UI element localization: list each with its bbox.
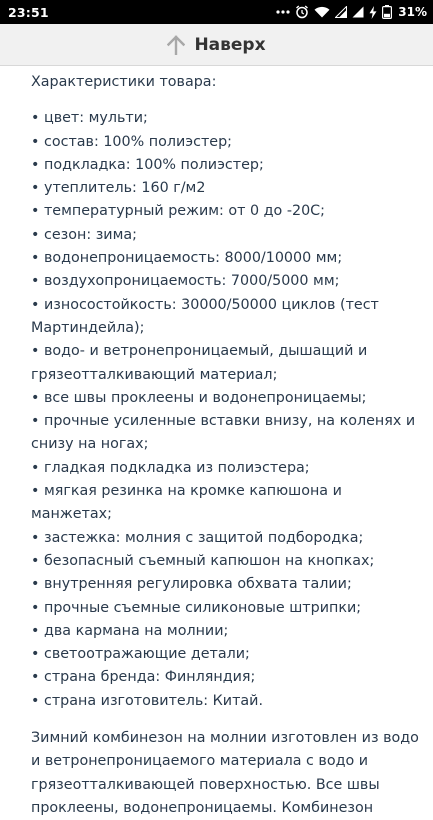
- list-item: • цвет: мульти;: [31, 110, 148, 127]
- arrow-up-icon: [167, 35, 185, 55]
- charging-bolt-icon: [369, 6, 377, 19]
- list-item: • водонепроницаемость: 8000/10000 мм;: [31, 250, 343, 267]
- list-item: • подкладка: 100% полиэстер;: [31, 156, 264, 173]
- battery-icon: [382, 5, 392, 19]
- list-item: • утеплитель: 160 г/м2: [31, 180, 206, 197]
- list-item: • прочные съемные силиконовые штрипки;: [31, 599, 362, 616]
- specs-heading: Характеристики товара:: [31, 74, 217, 90]
- status-icons: [276, 5, 427, 19]
- list-item: • все швы проклеены и водонепроницаемы;: [31, 389, 367, 406]
- list-item: • светоотражающие детали;: [31, 646, 250, 663]
- list-item: • гладкая подкладка из полиэстера;: [31, 459, 310, 476]
- list-item: • температурный режим: от 0 до -20С;: [31, 203, 325, 220]
- wifi-icon: [314, 6, 330, 18]
- list-item: • воздухопроницаемость: 7000/5000 мм;: [31, 273, 340, 290]
- specs-list: [31, 107, 426, 713]
- list-item: • прочные усиленные вставки внизу, на коленях и снизу на ногах;: [31, 413, 416, 453]
- list-item: • износостойкость: 30000/50000 циклов (тест Мартиндейла);: [31, 296, 379, 336]
- list-item: • застежка: молния с защитой подбородка;: [31, 529, 364, 546]
- product-content: [31, 66, 426, 820]
- signal-1-icon: [335, 6, 347, 18]
- status-bar: [0, 0, 433, 24]
- list-item: • два кармана на молнии;: [31, 622, 229, 639]
- list-item: • сезон: зима;: [31, 226, 137, 243]
- scroll-to-top-bar[interactable]: [0, 24, 433, 66]
- list-item: • страна бренда: Финляндия;: [31, 669, 256, 686]
- list-item: • водо- и ветронепроницаемый, дышащий и грязеотталкивающий материал;: [31, 343, 368, 383]
- list-item: • состав: 100% полиэстер;: [31, 133, 232, 150]
- scroll-to-top-label: Наверх: [194, 34, 266, 55]
- more-dots-icon: [276, 9, 290, 15]
- alarm-clock-icon: [295, 5, 309, 19]
- status-time: 23:51: [8, 4, 49, 20]
- scroll-to-top-button[interactable]: [167, 35, 265, 55]
- product-description: Зимний комбинезон на молнии изготовлен из водо и ветронепроницаемого материала с водо и грязеотталкивающей поверхностью. Все швы проклеены, водонепроницаемы. Комбинезон: [31, 730, 419, 816]
- list-item: • внутренняя регулировка обхвата талии;: [31, 576, 352, 593]
- battery-percentage: 31%: [398, 5, 427, 19]
- signal-2-icon: [352, 6, 364, 18]
- list-item: • безопасный съемный капюшон на кнопках;: [31, 552, 375, 569]
- list-item: • мягкая резинка на кромке капюшона и манжетах;: [31, 483, 342, 523]
- list-item: • страна изготовитель: Китай.: [31, 692, 264, 709]
